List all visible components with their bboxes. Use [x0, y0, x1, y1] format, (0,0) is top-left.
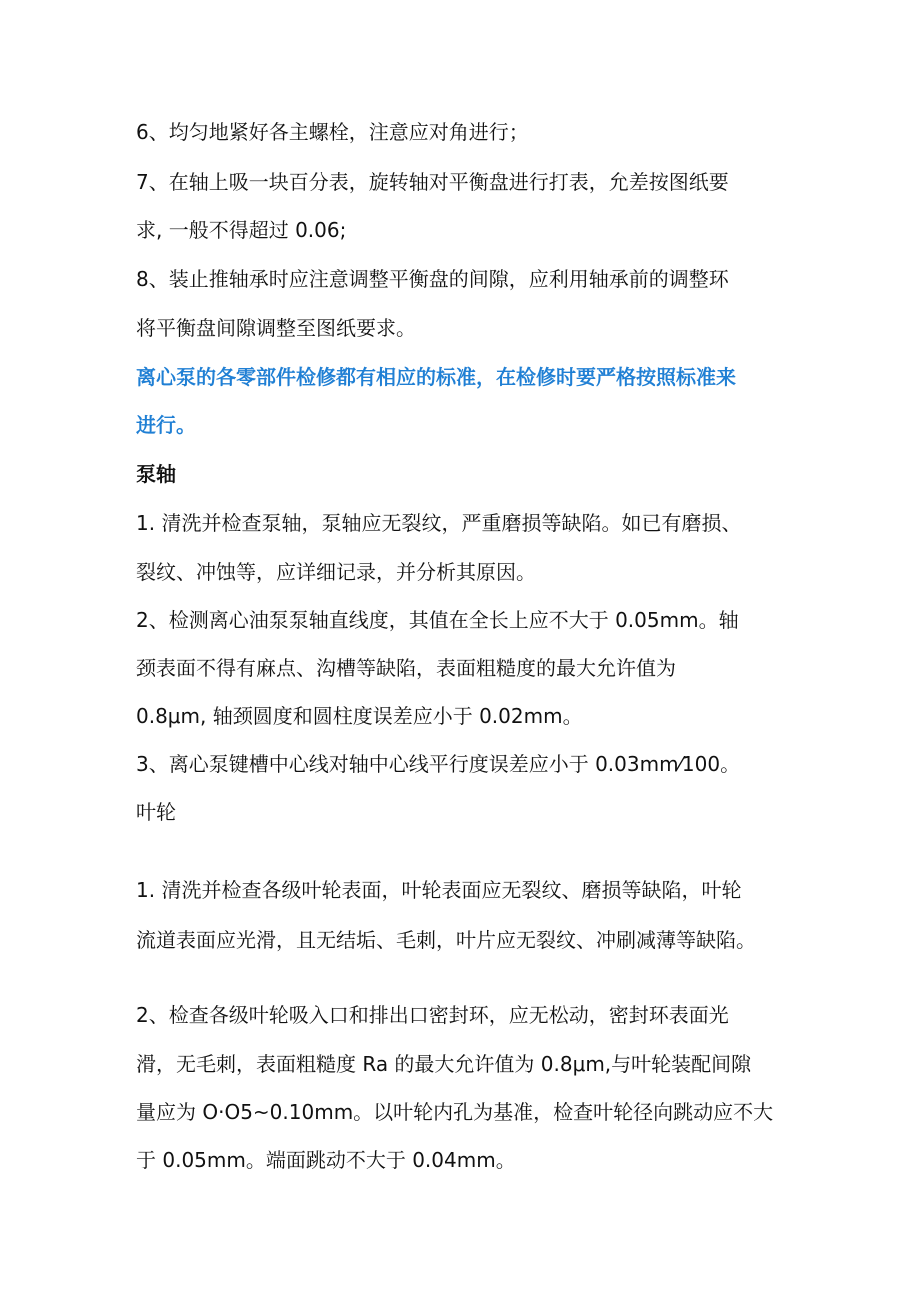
shaft-item-2-line-3: 0.8μm, 轴颈圆度和圆柱度误差应小于 0.02mm。 [136, 704, 583, 728]
impeller-item-2-line-3: 量应为 O·O5~0.10mm。以叶轮内孔为基准，检查叶轮径向跳动应不大 [136, 1100, 774, 1124]
step-6-line: 6、均匀地紧好各主螺栓，注意应对角进行； [136, 120, 529, 144]
impeller-item-1-line-1: 1. 清洗并检查各级叶轮表面，叶轮表面应无裂纹、磨损等缺陷，叶轮 [136, 878, 742, 902]
impeller-item-2-line-1: 2、检查各级叶轮吸入口和排出口密封环，应无松动，密封环表面光 [136, 1003, 729, 1027]
impeller-item-2-line-2: 滑，无毛刺，表面粗糙度 Ra 的最大允许值为 0.8μm,与叶轮装配间隙 [136, 1052, 752, 1076]
standard-note-line-1: 离心泵的各零部件检修都有相应的标准，在检修时要严格按照标准来 [136, 365, 736, 389]
section-heading-pump-shaft: 泵轴 [136, 462, 176, 486]
shaft-item-3-line: 3、离心泵键槽中心线对轴中心线平行度误差应小于 0.03mm⁄100。 [136, 752, 741, 776]
shaft-item-2-line-2: 颈表面不得有麻点、沟槽等缺陷，表面粗糙度的最大允许值为 [136, 656, 676, 680]
step-7-line-2: 求, 一般不得超过 0.06; [136, 218, 347, 242]
shaft-item-2-line-1: 2、检测离心油泵泵轴直线度，其值在全长上应不大于 0.05mm。轴 [136, 608, 739, 632]
standard-note-line-2: 进行。 [136, 413, 196, 437]
section-heading-impeller: 叶轮 [136, 800, 176, 824]
step-7-line-1: 7、在轴上吸一块百分表，旋转轴对平衡盘进行打表，允差按图纸要 [136, 170, 729, 194]
step-8-line-2: 将平衡盘间隙调整至图纸要求。 [136, 316, 416, 340]
impeller-item-2-line-4: 于 0.05mm。端面跳动不大于 0.04mm。 [136, 1148, 516, 1172]
impeller-item-1-line-2: 流道表面应光滑，且无结垢、毛刺，叶片应无裂纹、冲刷减薄等缺陷。 [136, 928, 756, 952]
shaft-item-1-line-2: 裂纹、冲蚀等，应详细记录，并分析其原因。 [136, 560, 536, 584]
step-8-line-1: 8、装止推轴承时应注意调整平衡盘的间隙，应利用轴承前的调整环 [136, 267, 729, 291]
shaft-item-1-line-1: 1. 清洗并检查泵轴，泵轴应无裂纹，严重磨损等缺陷。如已有磨损、 [136, 511, 742, 535]
